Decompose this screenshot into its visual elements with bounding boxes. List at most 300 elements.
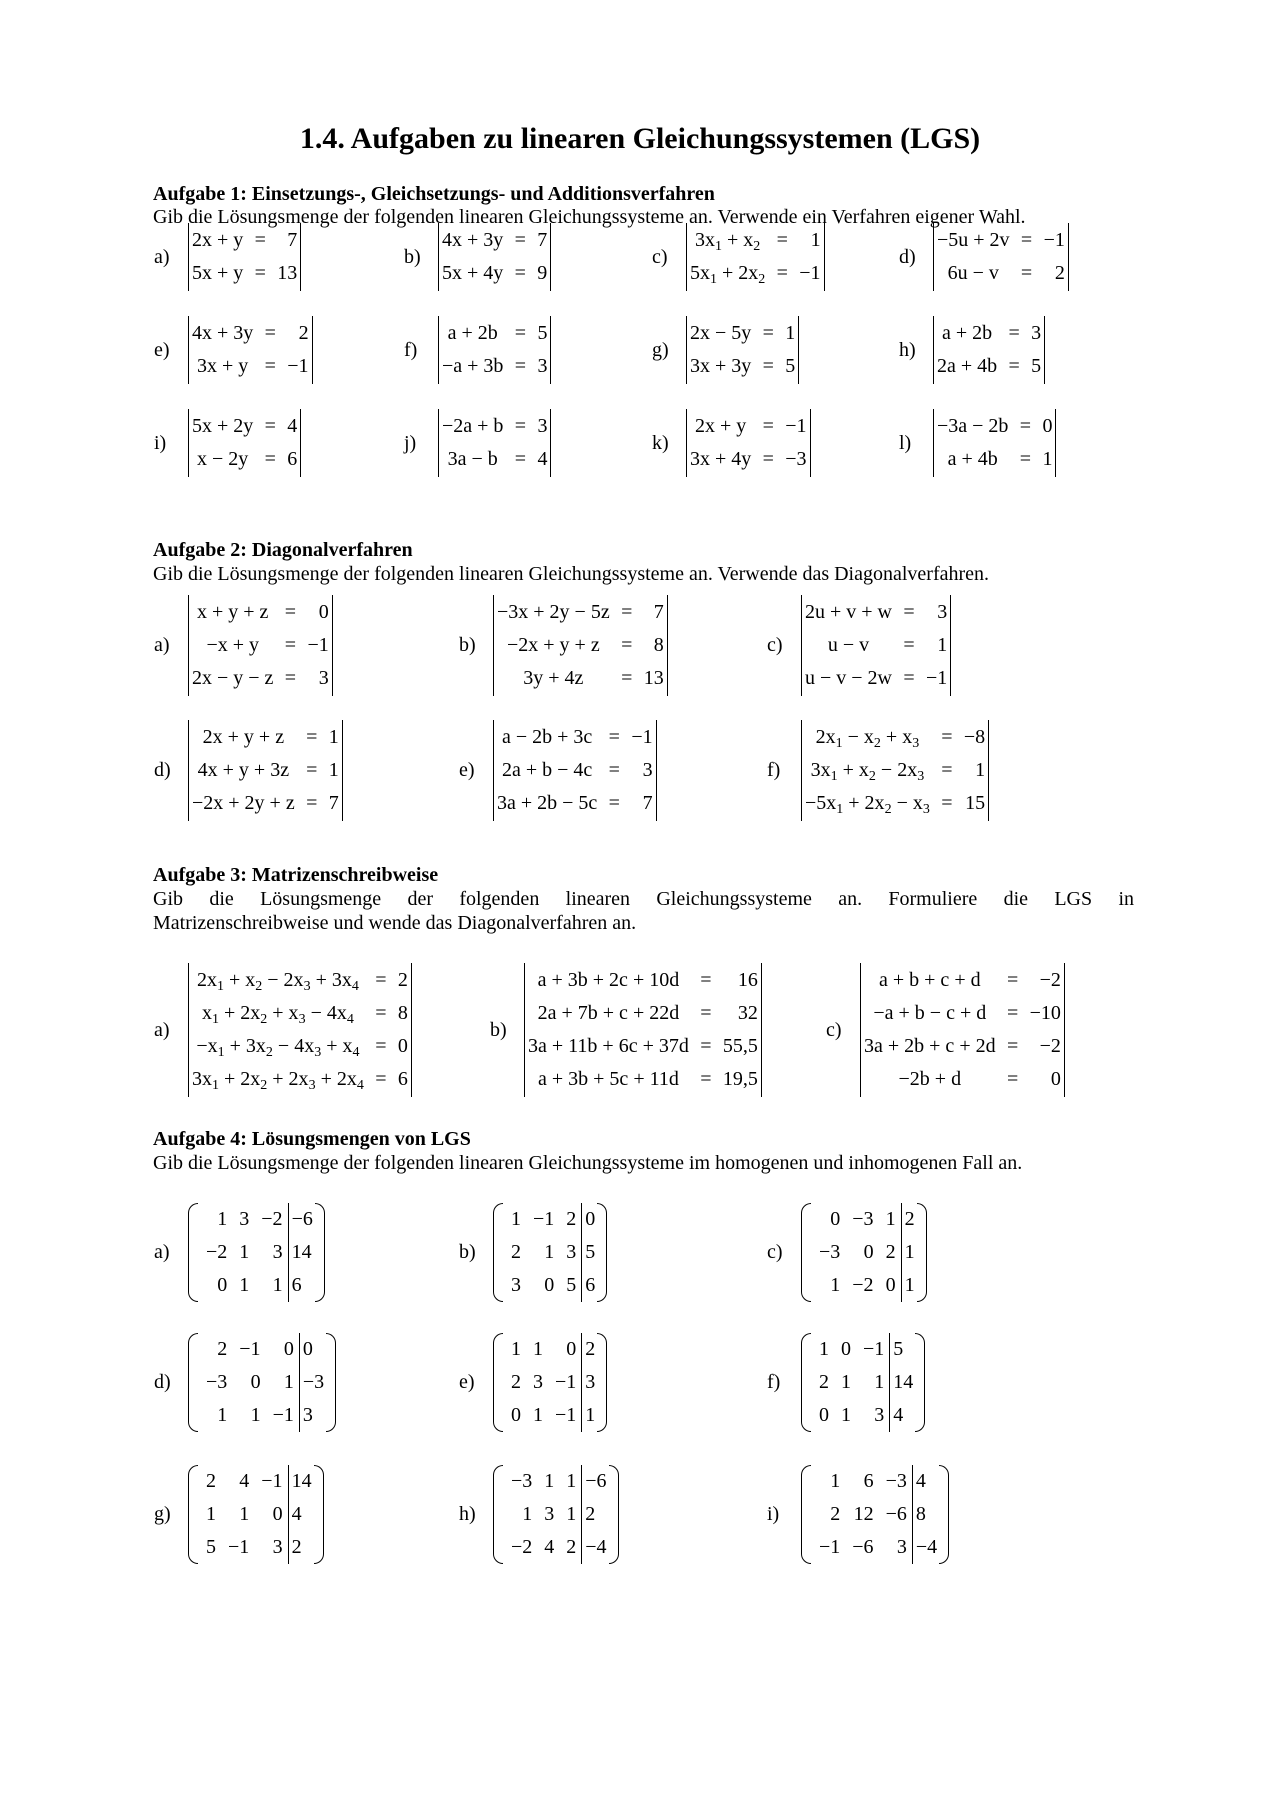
coefficient-block [503, 1333, 582, 1432]
equals-sign: = [776, 262, 788, 284]
problem-j [404, 409, 551, 477]
problem-label: h) [899, 338, 916, 361]
problem-label: b) [459, 1241, 476, 1263]
equals-sign: = [776, 229, 788, 251]
matrix-entry: −1 [555, 1371, 577, 1393]
equation-rhs: 7 [328, 792, 339, 814]
right-paren [315, 1203, 325, 1302]
problem-b [459, 595, 668, 696]
matrix-entry: −1 [239, 1338, 261, 1360]
equation-rhs: 32 [737, 1002, 758, 1024]
matrix-entry: 1 [841, 1371, 851, 1393]
matrix-entry: 1 [533, 1404, 543, 1426]
augmented-matrix [801, 1333, 925, 1432]
problem-label: l) [899, 431, 912, 454]
equals-sign: = [306, 792, 318, 814]
equation-system [188, 316, 313, 384]
rhs-entry: 5 [893, 1338, 904, 1360]
equation-rhs: 9 [537, 262, 548, 284]
equation-lhs: a + b + c + d [879, 969, 981, 991]
problem-label: b) [490, 1018, 507, 1041]
rhs-entry: 2 [904, 1208, 915, 1230]
right-paren [939, 1465, 949, 1564]
rhs-entry: −6 [291, 1208, 313, 1230]
problem-label: d) [154, 759, 171, 781]
equation-system [801, 720, 989, 821]
equation-rhs: 3 [537, 355, 548, 377]
problem-a [154, 1203, 325, 1302]
equation-system [493, 595, 668, 696]
coefficient-block [811, 1203, 902, 1302]
equation-lhs: 6u − v [947, 262, 999, 284]
matrix-entry: 2 [511, 1241, 521, 1263]
problem-label: i) [767, 1503, 780, 1525]
equation-system [686, 223, 825, 291]
equals-sign: = [608, 726, 620, 748]
equation-lhs: $5x_1 + 2x_2$ [690, 262, 766, 287]
aufgabe-4-instruction: Gib die Lösungsmenge der folgenden linearen Gleichungssysteme im homogenen und inhomogenen Fall an. [153, 1152, 1023, 1174]
rhs-entry: 8 [915, 1503, 926, 1525]
problem-label: g) [652, 338, 669, 361]
coefficient-block [811, 1465, 913, 1564]
rhs-entry: 6 [291, 1274, 302, 1296]
matrix-entry: −6 [852, 1536, 874, 1558]
augmented-matrix [188, 1203, 325, 1302]
matrix-entry: 3 [874, 1404, 885, 1426]
problem-i [154, 409, 301, 477]
rhs-entry: 1 [904, 1274, 915, 1296]
augmented-matrix [493, 1333, 607, 1432]
equals-sign: = [608, 759, 620, 781]
equation-rhs: −1 [1043, 229, 1065, 251]
equation-rhs: −2 [1039, 969, 1061, 991]
equation-system [860, 963, 1065, 1097]
equation-rhs: 6 [397, 1068, 408, 1090]
matrix-entry: 0 [819, 1404, 829, 1426]
matrix-entry: 0 [566, 1338, 577, 1360]
equals-sign: = [1006, 1035, 1019, 1057]
problem-label: f) [767, 1371, 781, 1393]
left-paren [801, 1203, 811, 1302]
matrix-entry: 1 [566, 1503, 577, 1525]
problem-label: c) [826, 1018, 842, 1041]
equation-lhs: $2x_1 + x_2 - 2x_3 + 3x_4$ [197, 969, 359, 994]
equals-sign: = [514, 448, 527, 470]
rhs-entry: 14 [291, 1241, 312, 1263]
equation-rhs: 5 [785, 355, 796, 377]
coefficient-block [198, 1203, 289, 1302]
problem-f [767, 1333, 925, 1432]
left-paren [188, 1465, 198, 1564]
equation-lhs: 5x + 2y [192, 415, 254, 437]
rhs-column [582, 1333, 597, 1432]
matrix-entry: 2 [885, 1241, 896, 1263]
problem-c [767, 595, 951, 696]
rhs-entry: 4 [915, 1470, 926, 1492]
equals-sign: = [608, 792, 620, 814]
right-paren [314, 1465, 324, 1564]
matrix-entry: −2 [852, 1274, 874, 1296]
right-paren [597, 1203, 607, 1302]
left-paren [493, 1203, 503, 1302]
matrix-entry: −1 [261, 1470, 283, 1492]
equals-sign: = [1020, 262, 1033, 284]
equation-rhs: 1 [937, 634, 948, 656]
problem-c [826, 963, 1065, 1097]
equation-lhs: 2a + 7b + c + 22d [537, 1002, 680, 1024]
problem-h [899, 316, 1045, 384]
matrix-entry: 0 [283, 1338, 294, 1360]
equals-sign: = [700, 1068, 712, 1090]
problem-label: c) [652, 245, 668, 268]
matrix-entry: 4 [544, 1536, 555, 1558]
problem-label: b) [404, 245, 421, 268]
matrix-entry: 1 [566, 1470, 577, 1492]
rhs-entry: 3 [585, 1371, 596, 1393]
coefficient-block [503, 1465, 582, 1564]
equals-sign: = [284, 601, 297, 623]
problem-a [154, 595, 333, 696]
equation-lhs: 5x + y [192, 262, 244, 284]
equation-rhs: 0 [1042, 415, 1053, 437]
equation-system [686, 409, 811, 477]
matrix-entry: −3 [511, 1470, 533, 1492]
equation-rhs: 2 [1054, 262, 1065, 284]
rhs-entry: −3 [302, 1371, 325, 1393]
equation-system [801, 595, 951, 696]
equals-sign: = [700, 1035, 712, 1057]
rhs-entry: −6 [585, 1470, 607, 1492]
equation-lhs: 2x + y [695, 415, 747, 437]
left-paren [493, 1465, 503, 1564]
right-paren [597, 1333, 607, 1432]
equation-rhs: 1 [810, 229, 821, 251]
equation-system [524, 963, 762, 1097]
augmented-matrix [493, 1465, 619, 1564]
equation-system [686, 316, 799, 384]
equals-sign: = [762, 355, 774, 377]
equation-rhs: 3 [642, 759, 653, 781]
equation-lhs: 4x + y + 3z [197, 759, 290, 781]
equation-lhs: $2x_1 - x_2 + x_3$ [815, 726, 920, 751]
equals-sign: = [903, 601, 915, 623]
problem-label: a) [154, 1241, 170, 1263]
problem-label: b) [459, 634, 476, 656]
equation-rhs: 2 [298, 322, 309, 344]
equation-system [438, 223, 551, 291]
equation-rhs: 19,5 [722, 1068, 758, 1090]
matrix-entry: 1 [544, 1241, 555, 1263]
equation-rhs: 1 [785, 322, 796, 344]
equation-rhs: 7 [287, 229, 298, 251]
rhs-entry: 2 [585, 1338, 596, 1360]
equation-lhs: 3a − b [447, 448, 498, 470]
equation-system [493, 720, 657, 821]
rhs-column [289, 1465, 314, 1564]
aufgabe-3-instruction-cont: Matrizenschreibweise und wende das Diagonalverfahren an. [153, 912, 637, 934]
problem-label: k) [652, 431, 669, 454]
problem-f [767, 720, 989, 821]
equation-system [933, 316, 1045, 384]
equation-lhs: 4x + 3y [192, 322, 254, 344]
rhs-column [902, 1203, 917, 1302]
equation-system [188, 223, 301, 291]
equation-rhs: −1 [287, 355, 309, 377]
matrix-entry: 1 [217, 1404, 228, 1426]
problem-label: g) [154, 1503, 171, 1525]
matrix-entry: 4 [239, 1470, 250, 1492]
equation-lhs: 2a + 4b [937, 355, 998, 377]
problem-d [899, 223, 1069, 291]
problem-f [404, 316, 551, 384]
equation-lhs: a + 2b [447, 322, 498, 344]
equation-lhs: a + 4b [947, 448, 998, 470]
equation-rhs: 8 [397, 1002, 408, 1024]
matrix-entry: 2 [206, 1470, 216, 1492]
rhs-entry: −4 [915, 1536, 938, 1558]
matrix-entry: 1 [511, 1208, 521, 1230]
equation-lhs: 3a + 2b − 5c [497, 792, 598, 814]
equation-lhs: x + y + z [197, 601, 269, 623]
equation-lhs: 2x − y − z [192, 667, 274, 689]
equals-sign: = [514, 262, 526, 284]
rhs-column [300, 1333, 326, 1432]
problem-d [154, 1333, 336, 1432]
problem-label: i) [154, 431, 167, 454]
matrix-entry: 0 [511, 1404, 521, 1426]
equals-sign: = [375, 969, 387, 991]
equation-lhs: 3y + 4z [523, 667, 584, 689]
matrix-entry: −1 [272, 1404, 294, 1426]
equation-lhs: a + 2b [942, 322, 993, 344]
rhs-entry: 4 [291, 1503, 302, 1525]
equals-sign: = [306, 726, 318, 748]
problem-label: j) [404, 431, 417, 454]
matrix-entry: 1 [272, 1274, 283, 1296]
problem-label: a) [154, 634, 170, 656]
equation-rhs: 1 [975, 759, 986, 781]
matrix-entry: 0 [544, 1274, 555, 1296]
matrix-entry: 3 [896, 1536, 907, 1558]
equation-system [188, 595, 333, 696]
equation-rhs: −3 [785, 448, 807, 470]
equals-sign: = [254, 262, 266, 284]
equals-sign: = [514, 229, 526, 251]
matrix-entry: 1 [533, 1338, 543, 1360]
equation-lhs: 3x + 3y [690, 355, 752, 377]
matrix-entry: 1 [841, 1404, 851, 1426]
problem-e [459, 720, 657, 821]
aufgabe-4-heading: Aufgabe 4: Lösungsmengen von LGS [153, 1128, 471, 1150]
equation-rhs: 15 [965, 792, 986, 814]
equation-system [438, 409, 551, 477]
rhs-entry: 2 [291, 1536, 302, 1558]
equation-lhs: $3x_1 + x_2 - 2x_3$ [810, 759, 925, 784]
problem-d [154, 720, 343, 821]
equals-sign: = [375, 1068, 387, 1090]
equation-rhs: 1 [1042, 448, 1053, 470]
equation-lhs: x − 2y [197, 448, 249, 470]
problem-label: d) [899, 245, 916, 268]
page-title: 1.4. Aufgaben zu linearen Gleichungssystemen (LGS) [299, 122, 981, 155]
equation-lhs: −2x + y + z [507, 634, 600, 656]
problem-c [767, 1203, 927, 1302]
augmented-matrix [188, 1333, 336, 1432]
equation-lhs: a + 3b + 2c + 10d [537, 969, 680, 991]
problem-b [459, 1203, 607, 1302]
problem-g [652, 316, 799, 384]
matrix-entry: 0 [250, 1371, 261, 1393]
equation-rhs: 13 [277, 262, 298, 284]
matrix-entry: 3 [511, 1274, 521, 1296]
matrix-entry: −3 [852, 1208, 874, 1230]
matrix-entry: 12 [853, 1503, 874, 1525]
problem-label: h) [459, 1503, 476, 1525]
problem-label: f) [767, 759, 781, 781]
equals-sign: = [1006, 1002, 1019, 1024]
equals-sign: = [700, 969, 712, 991]
equals-sign: = [514, 322, 527, 344]
equation-lhs: a + 3b + 5c + 11d [538, 1068, 679, 1090]
rhs-entry: 4 [893, 1404, 904, 1426]
matrix-entry: 1 [511, 1338, 521, 1360]
matrix-entry: 2 [830, 1503, 841, 1525]
problem-g [154, 1465, 324, 1564]
problem-label: a) [154, 1018, 170, 1041]
rhs-column [890, 1333, 915, 1432]
equation-system [438, 316, 551, 384]
rhs-entry: 2 [585, 1503, 596, 1525]
equation-rhs: −1 [785, 415, 807, 437]
equals-sign: = [1019, 415, 1032, 437]
equation-lhs: $-5x_1 + 2x_2 - x_3$ [805, 792, 930, 817]
matrix-entry: 1 [522, 1503, 533, 1525]
coefficient-block [198, 1333, 300, 1432]
equation-rhs: 2 [397, 969, 408, 991]
equation-lhs: $-x_1 + 3x_2 - 4x_3 + x_4$ [196, 1035, 360, 1060]
equation-rhs: 7 [653, 601, 664, 623]
matrix-entry: 1 [874, 1371, 885, 1393]
equation-lhs: −a + b − c + d [873, 1002, 987, 1024]
equation-lhs: −3x + 2y − 5z [497, 601, 610, 623]
right-paren [326, 1333, 336, 1432]
equation-lhs: 2x + y + z [202, 726, 285, 748]
equals-sign: = [375, 1002, 387, 1024]
equation-rhs: −1 [799, 262, 821, 284]
equation-rhs: −8 [963, 726, 986, 748]
matrix-entry: −1 [819, 1536, 841, 1558]
equation-lhs: a − 2b + 3c [502, 726, 593, 748]
equation-lhs: 3a + 2b + c + 2d [864, 1035, 996, 1057]
equation-rhs: −1 [926, 667, 948, 689]
equation-rhs: 0 [1050, 1068, 1061, 1090]
matrix-entry: 1 [544, 1470, 555, 1492]
equals-sign: = [264, 415, 276, 437]
matrix-entry: 1 [239, 1503, 250, 1525]
equals-sign: = [514, 355, 527, 377]
equals-sign: = [762, 415, 774, 437]
rhs-column [913, 1465, 939, 1564]
equation-rhs: −2 [1039, 1035, 1061, 1057]
problem-b [490, 963, 762, 1097]
equation-lhs: 2x + y [192, 229, 244, 251]
equation-lhs: 2a + b − 4c [502, 759, 593, 781]
matrix-entry: −1 [228, 1536, 250, 1558]
equals-sign: = [264, 322, 276, 344]
equation-lhs: 3x + y [197, 355, 249, 377]
equals-sign: = [1008, 355, 1020, 377]
problem-a [154, 223, 301, 291]
matrix-entry: 1 [819, 1338, 829, 1360]
equation-lhs: 3x + 4y [690, 448, 752, 470]
rhs-entry: 0 [302, 1338, 313, 1360]
equals-sign: = [1008, 322, 1020, 344]
matrix-entry: 0 [885, 1274, 896, 1296]
matrix-entry: 3 [544, 1503, 555, 1525]
matrix-entry: −1 [555, 1404, 577, 1426]
equation-system [188, 720, 343, 821]
matrix-entry: 0 [863, 1241, 874, 1263]
problem-label: e) [154, 338, 170, 361]
left-paren [801, 1333, 811, 1432]
equation-lhs: −3a − 2b [937, 415, 1009, 437]
equation-rhs: 7 [537, 229, 548, 251]
equals-sign: = [1006, 969, 1019, 991]
equation-rhs: 55,5 [722, 1035, 758, 1057]
rhs-entry: 3 [302, 1404, 313, 1426]
matrix-entry: −3 [819, 1241, 841, 1263]
left-paren [801, 1465, 811, 1564]
aufgabe-3-instruction: Gib die Lösungsmenge der folgenden linearen Gleichungssysteme an. Formuliere die LGS in [153, 888, 1134, 910]
rhs-column [289, 1203, 315, 1302]
matrix-entry: 2 [511, 1371, 521, 1393]
equation-system [933, 409, 1056, 477]
matrix-entry: 2 [819, 1371, 829, 1393]
problem-label: e) [459, 759, 475, 781]
left-paren [188, 1203, 198, 1302]
equals-sign: = [254, 229, 266, 251]
right-paren [917, 1203, 927, 1302]
matrix-entry: 5 [566, 1274, 577, 1296]
equals-sign: = [306, 759, 318, 781]
equals-sign: = [1019, 448, 1032, 470]
matrix-entry: 1 [885, 1208, 896, 1230]
matrix-entry: −2 [261, 1208, 283, 1230]
augmented-matrix [801, 1465, 949, 1564]
equals-sign: = [514, 415, 527, 437]
matrix-entry: 1 [830, 1274, 841, 1296]
equation-lhs: $3x_1 + 2x_2 + 2x_3 + 2x_4$ [192, 1068, 364, 1093]
matrix-entry: −2 [511, 1536, 533, 1558]
equation-rhs: 1 [328, 726, 339, 748]
coefficient-block [503, 1203, 582, 1302]
equation-lhs: 2x − 5y [690, 322, 752, 344]
matrix-entry: 2 [566, 1208, 577, 1230]
problem-a [154, 963, 412, 1097]
equation-rhs: 4 [537, 448, 548, 470]
matrix-entry: −6 [885, 1503, 907, 1525]
equation-lhs: −2b + d [898, 1068, 962, 1090]
equation-rhs: −1 [631, 726, 653, 748]
problem-label: a) [154, 245, 170, 268]
rhs-entry: 0 [585, 1208, 596, 1230]
problem-l [899, 409, 1056, 477]
equals-sign: = [762, 448, 774, 470]
augmented-matrix [188, 1465, 324, 1564]
problem-b [404, 223, 551, 291]
equation-rhs: 5 [1031, 355, 1042, 377]
problem-i [767, 1465, 949, 1564]
